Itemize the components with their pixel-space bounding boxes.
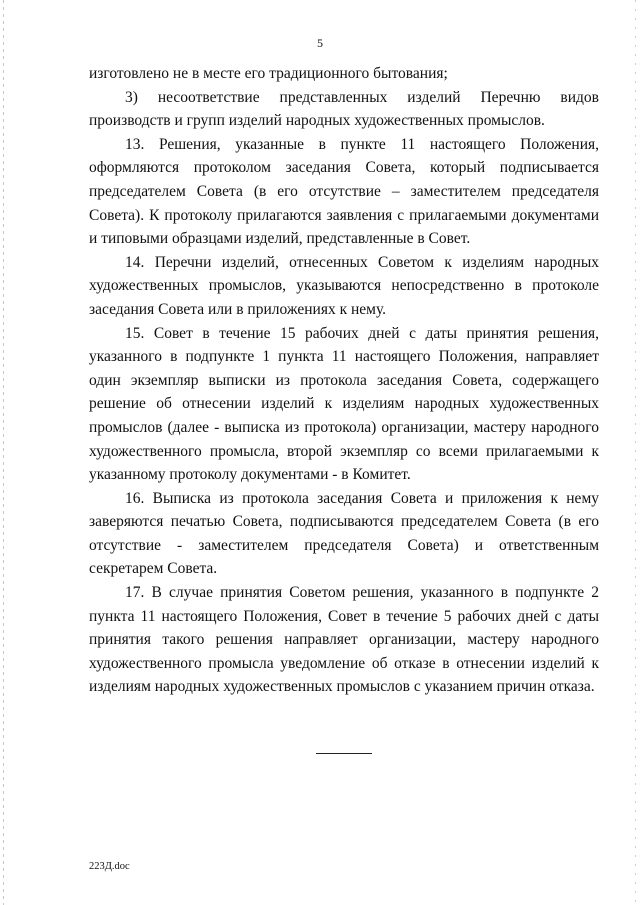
paragraph-item-3: 3) несоответствие представленных изделий Перечню видов производств и групп изделий народных художественных промыслов. (89, 88, 599, 130)
document-body (89, 62, 599, 699)
paragraph-13: 13. Решения, указанные в пункте 11 настоящего Положения, оформляются протоколом заседания Совета, который подписывается председателем Совета (в его отсутствие – заместителем председателя Совета). К протоколу прилагаются заявления с прилагаемыми документами и типовыми образцами изделий, представленные в Совет. (89, 135, 599, 248)
paragraph-16: 16. Выписка из протокола заседания Совета и приложения к нему заверяются печатью Совета, подписываются председателем Совета (в его отсутствие - заместителем председателя Совета) и ответственным секретарем Совета. (89, 489, 599, 578)
footer-file-name: 223Д.doc (89, 861, 130, 872)
scan-edge-right (635, 0, 636, 905)
page-number: 5 (317, 36, 323, 50)
paragraph-14: 14. Перечни изделий, отнесенных Советом к изделиям народных художественных промыслов, указываются непосредственно в протоколе заседания Совета или в приложениях к нему. (89, 253, 599, 318)
scan-edge-left (3, 0, 4, 905)
end-of-text-rule (316, 753, 372, 754)
paragraph-17: 17. В случае принятия Советом решения, указанного в подпункте 2 пункта 11 настоящего Положения, Совет в течение 5 рабочих дней с даты принятия такого решения направляет организации, мастеру народного художественного промысла уведомление об отказе в отнесении изделий к изделиям народных художественных промыслов с указанием причин отказа. (89, 584, 599, 696)
paragraph-15: 15. Совет в течение 15 рабочих дней с даты принятия решения, указанного в подпункте 1 пункта 11 настоящего Положения, направляет один экземпляр выписки из протокола заседания Совета, содержащего решение об отнесении изделий к изделиям народных художественных промыслов (далее - выписка из протокола) организации, мастеру народного художественного промысла, второй экземпляр со всеми прилагаемыми к указанному протоколу документами - в Комитет. (89, 324, 599, 484)
paragraph-continuation: изготовлено не в месте его традиционного бытования; (89, 65, 448, 82)
